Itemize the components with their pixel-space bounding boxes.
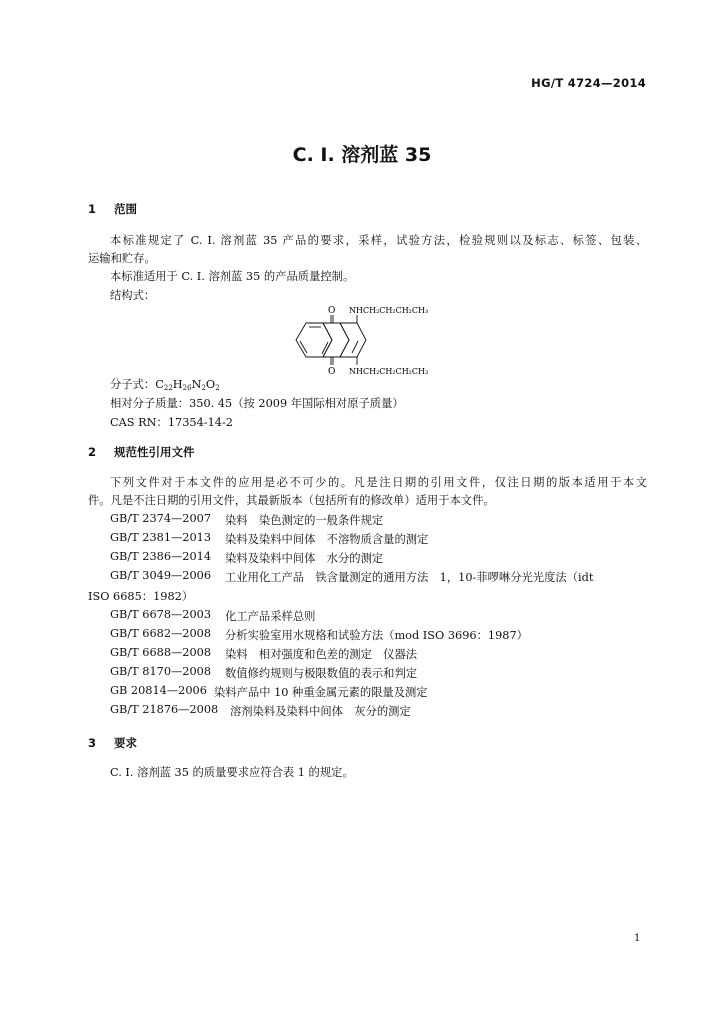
formula-label: 分子式： xyxy=(110,378,156,391)
reference-title: 染料及染料中间体 不溶物质含量的测定 xyxy=(225,533,429,546)
formula-c: C xyxy=(155,378,164,391)
substituent-bottom: NHCH₂CH₂CH₂CH₃ xyxy=(349,367,429,376)
reference-title: 染料 染色测定的一般条件规定 xyxy=(225,514,384,527)
scope-paragraph-2: 本标准适用于 C. I. 溶剂蓝 35 的产品质量控制。 xyxy=(110,270,355,283)
reference-item xyxy=(110,550,650,563)
structure-label: 结构式： xyxy=(110,289,156,302)
references-intro-line-2: 件。凡是不注日期的引用文件，其最新版本（包括所有的修改单）适用于本文件。 xyxy=(88,494,495,507)
reference-item xyxy=(110,627,650,640)
reference-title: 数值修约规则与极限数值的表示和判定 xyxy=(225,667,418,680)
formula-o-count: 2 xyxy=(215,384,220,392)
reference-item xyxy=(110,665,650,678)
document-title: C. I. 溶剂蓝 35 xyxy=(292,144,432,166)
reference-title: ISO 6685：1982） xyxy=(88,590,194,603)
reference-title: 工业用化工产品 铁含量测定的通用方法 1，10-菲啰啉分光光度法（idt xyxy=(225,571,594,584)
section-title: 范围 xyxy=(114,202,137,216)
formula-c-count: 22 xyxy=(163,384,173,392)
molecular-mass: 相对分子质量：350. 45（按 2009 年国际相对原子质量） xyxy=(110,397,404,410)
reference-title: 染料及染料中间体 水分的测定 xyxy=(225,552,384,565)
reference-item xyxy=(110,608,650,621)
reference-item-continuation xyxy=(88,588,193,604)
formula-h-count: 26 xyxy=(182,384,192,392)
reference-item xyxy=(110,703,650,716)
reference-title: 染料 相对强度和色差的测定 仪器法 xyxy=(225,648,418,661)
scope-paragraph-line-1: 本标准规定了 C. I. 溶剂蓝 35 产品的要求，采样，试验方法，检验规则以及标志、标签、包装、 xyxy=(110,234,647,247)
reference-code: GB/T 2381—2013 xyxy=(110,531,212,544)
section-title: 要求 xyxy=(114,736,137,750)
reference-code: GB/T 6682—2008 xyxy=(110,627,212,640)
section-number: 2 xyxy=(88,445,97,459)
page-number: 1 xyxy=(634,933,641,944)
section-title: 规范性引用文件 xyxy=(114,445,195,459)
substituent-top: NHCH₂CH₂CH₂CH₃ xyxy=(349,306,429,315)
reference-item xyxy=(110,569,650,582)
reference-item xyxy=(110,531,650,544)
section-2-heading xyxy=(88,444,195,460)
formula-h: H xyxy=(172,378,183,391)
scope-paragraph-line-2: 运输和贮存。 xyxy=(88,252,156,265)
reference-title: 溶剂染料及染料中间体 灰分的测定 xyxy=(230,705,411,718)
reference-code: GB/T 3049—2006 xyxy=(110,569,212,582)
structural-formula xyxy=(292,304,442,376)
carbonyl-o-top: O xyxy=(328,306,336,316)
reference-code: GB/T 6678—2003 xyxy=(110,608,212,621)
reference-item xyxy=(110,512,650,525)
standard-code: HG/T 4724—2014 xyxy=(531,76,646,90)
requirements-text: C. I. 溶剂蓝 35 的质量要求应符合表 1 的规定。 xyxy=(110,766,354,779)
reference-code: GB 20814—2006 xyxy=(110,684,207,697)
reference-code: GB/T 2386—2014 xyxy=(110,550,212,563)
reference-code: GB/T 6688—2008 xyxy=(110,646,212,659)
molecular-formula xyxy=(110,376,220,392)
left-ring xyxy=(296,323,332,357)
section-1-heading xyxy=(88,201,137,217)
references-intro-line-1: 下列文件对于本文件的应用是必不可少的。凡是注日期的引用文件，仅注日期的版本适用于本文 xyxy=(110,476,647,489)
section-number: 3 xyxy=(88,736,97,750)
cas-number: CAS RN：17354-14-2 xyxy=(110,416,233,429)
carbonyl-o-bottom: O xyxy=(328,367,336,376)
reference-code: GB/T 2374—2007 xyxy=(110,512,212,525)
reference-title: 分析实验室用水规格和试验方法（mod ISO 3696：1987） xyxy=(225,629,528,642)
reference-code: GB/T 21876—2008 xyxy=(110,703,219,716)
formula-n: N xyxy=(191,378,202,391)
section-number: 1 xyxy=(88,202,97,216)
middle-ring xyxy=(323,323,349,357)
reference-title: 化工产品采样总则 xyxy=(225,610,316,623)
reference-item xyxy=(110,684,650,697)
reference-title: 染料产品中 10 种重金属元素的限量及测定 xyxy=(214,686,428,699)
formula-o: O xyxy=(205,378,216,391)
section-3-heading xyxy=(88,735,137,751)
reference-item xyxy=(110,646,650,659)
reference-code: GB/T 8170—2008 xyxy=(110,665,212,678)
formula-n-count: 2 xyxy=(201,384,206,392)
